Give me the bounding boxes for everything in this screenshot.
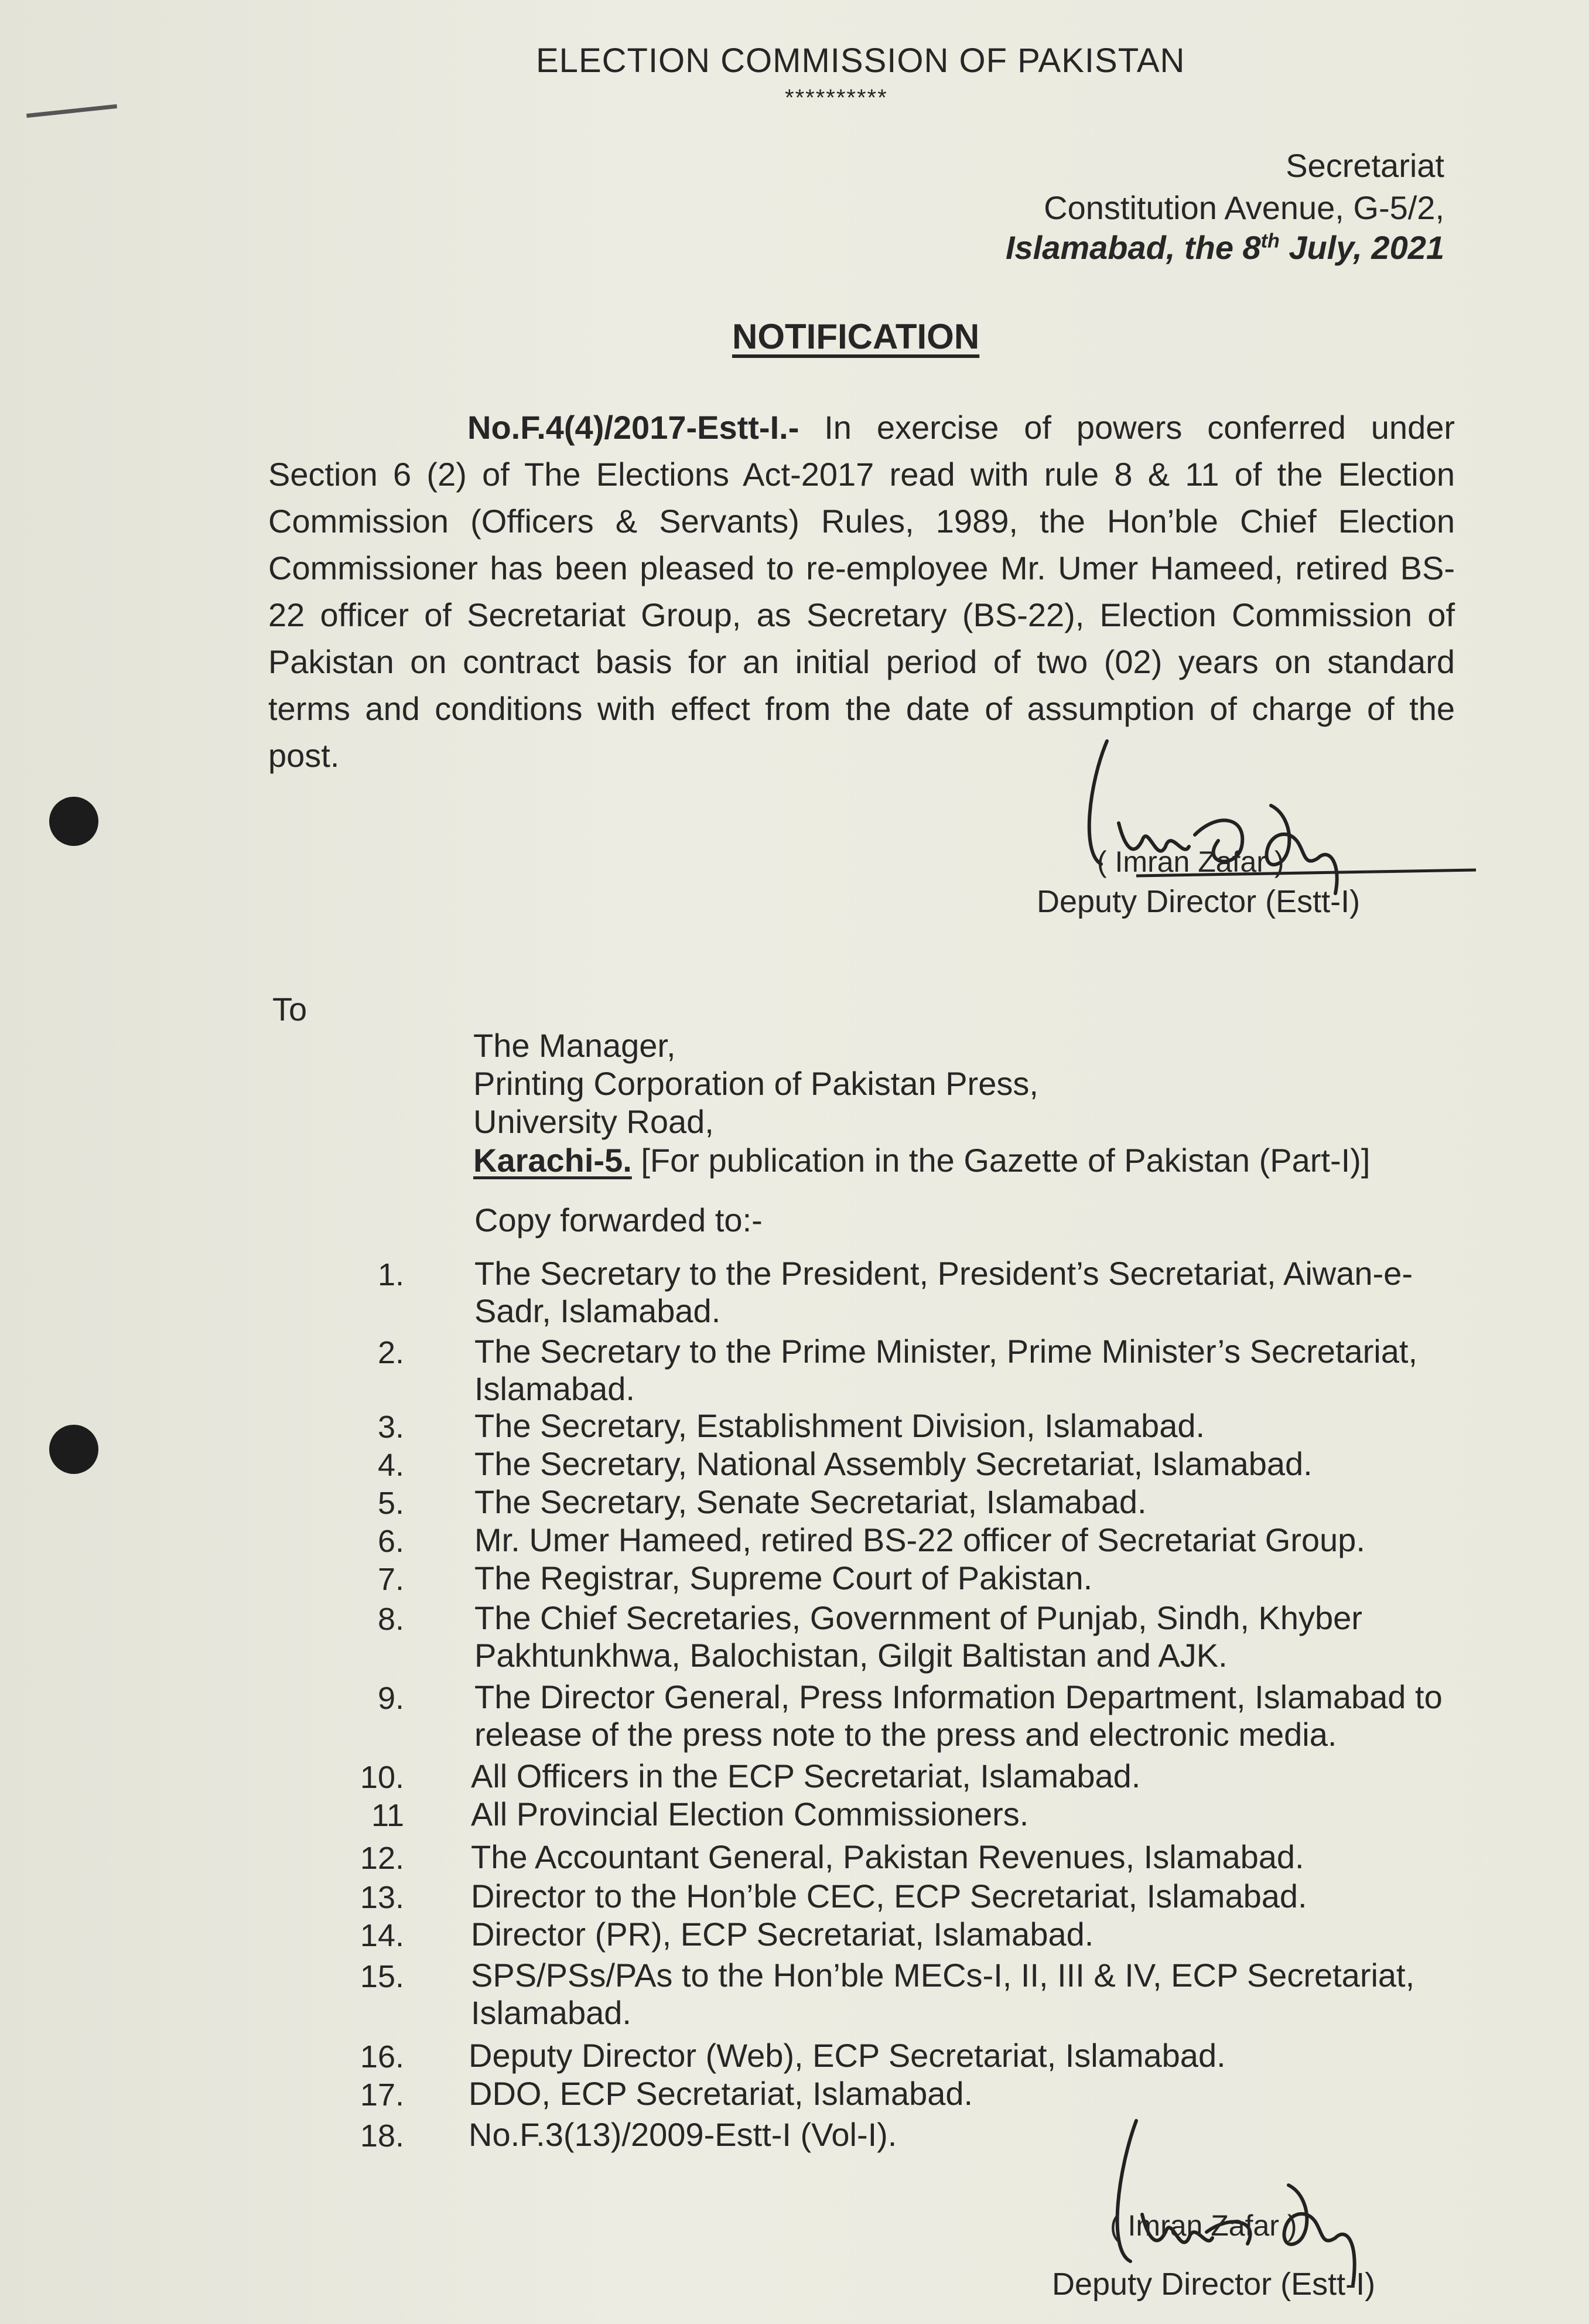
punch-hole-bottom xyxy=(49,1425,98,1474)
list-item-number: 8. xyxy=(377,1602,404,1637)
address-date xyxy=(1006,228,1444,267)
copy-forwarded-label: Copy forwarded to:- xyxy=(474,1202,763,1238)
list-item-number: 13. xyxy=(360,1880,404,1915)
list-item-number: 17. xyxy=(360,2077,404,2113)
notification-title: NOTIFICATION xyxy=(732,317,980,356)
addressee-line-1: The Manager, xyxy=(473,1027,676,1064)
list-item: SPS/PSs/PAs to the Hon’ble MECs-I, II, III & IV, ECP Secretariat, Islamabad. xyxy=(471,1957,1415,2031)
pen-mark xyxy=(26,104,117,118)
list-item-number: 16. xyxy=(360,2039,404,2074)
date-prefix: Islamabad, the 8 xyxy=(1005,229,1261,266)
addressee-line-3: University Road, xyxy=(473,1103,714,1140)
signature-1-name: ( Imran Zafar ) xyxy=(1097,845,1284,878)
list-item: No.F.3(13)/2009-Estt-I (Vol-I). xyxy=(469,2116,897,2153)
addressee-line-4 xyxy=(473,1141,1370,1179)
to-label: To xyxy=(272,991,307,1028)
address-line-2: Constitution Avenue, G-5/2, xyxy=(1044,189,1444,226)
list-item-number: 14. xyxy=(360,1918,404,1953)
header-stars: ********** xyxy=(785,85,888,111)
list-item: Director to the Hon’ble CEC, ECP Secretariat, Islamabad. xyxy=(471,1878,1307,1915)
signature-2-image xyxy=(1101,2115,1429,2291)
list-item: Deputy Director (Web), ECP Secretariat, Islamabad. xyxy=(469,2037,1226,2074)
signature-1-designation: Deputy Director (Estt-I) xyxy=(1037,884,1361,919)
list-item: Director (PR), ECP Secretariat, Islamabad. xyxy=(471,1916,1094,1953)
list-item-number: 18. xyxy=(360,2118,404,2154)
notification-body xyxy=(268,404,1455,779)
list-item-number: 5. xyxy=(377,1486,404,1521)
date-suffix: July, 2021 xyxy=(1279,229,1444,266)
list-item-number: 12. xyxy=(360,1841,404,1876)
list-item: All Provincial Election Commissioners. xyxy=(471,1796,1029,1832)
list-item: The Secretary, Senate Secretariat, Islamabad. xyxy=(474,1483,1147,1520)
address-line-1: Secretariat xyxy=(1286,147,1444,184)
list-item: The Chief Secretaries, Government of Punjab, Sindh, Khyber Pakhtunkhwa, Balochistan, Gilgit Baltistan and AJK. xyxy=(474,1599,1362,1674)
list-item: The Secretary, Establishment Division, Islamabad. xyxy=(474,1407,1205,1444)
addressee-note: [For publication in the Gazette of Pakistan (Part-I)] xyxy=(631,1142,1371,1179)
list-item-number: 6. xyxy=(377,1524,404,1559)
list-item: The Secretary, National Assembly Secretariat, Islamabad. xyxy=(474,1445,1313,1482)
list-item-number: 10. xyxy=(360,1760,404,1795)
list-item-number: 11 xyxy=(371,1798,404,1833)
addressee-city: Karachi-5. xyxy=(473,1142,632,1179)
date-superscript: th xyxy=(1260,230,1280,252)
list-item-number: 1. xyxy=(377,1257,404,1292)
list-item: The Accountant General, Pakistan Revenues, Islamabad. xyxy=(471,1838,1304,1875)
list-item-number: 4. xyxy=(377,1448,404,1483)
list-item: The Registrar, Supreme Court of Pakistan. xyxy=(474,1559,1093,1596)
list-item-number: 15. xyxy=(360,1959,404,1994)
punch-hole-top xyxy=(49,797,98,846)
notification-reference: No.F.4(4)/2017-Estt-I.- xyxy=(467,409,799,446)
signature-2-designation: Deputy Director (Estt-I) xyxy=(1052,2267,1376,2302)
list-item: DDO, ECP Secretariat, Islamabad. xyxy=(469,2075,973,2112)
addressee-line-2: Printing Corporation of Pakistan Press, xyxy=(473,1065,1038,1102)
list-item: The Director General, Press Information Department, Islamabad to release of the press note to the press and electronic media. xyxy=(474,1678,1443,1753)
signature-2-name: ( Imran Zafar ) xyxy=(1110,2209,1297,2242)
list-item-number: 2. xyxy=(377,1335,404,1370)
notification-text: In exercise of powers conferred under Section 6 (2) of The Elections Act-2017 read with rule 8 & 11 of the Election Commission (Officers & Servants) Rules, 1989, the Hon’ble Chief Election Commissioner has been pleased to re-employee Mr. Umer Hameed, retired BS-22 officer of Secretariat Group, as Secretary (BS-22), Election Commission of Pakistan on contract basis for an initial period of two (02) years on standard terms and conditions with effect from the date of assumption of charge of the post. xyxy=(268,409,1455,774)
list-item-number: 9. xyxy=(377,1681,404,1716)
list-item: All Officers in the ECP Secretariat, Islamabad. xyxy=(471,1757,1141,1794)
list-item-number: 7. xyxy=(377,1562,404,1597)
list-item-number: 3. xyxy=(377,1410,404,1445)
list-item: The Secretary to the President, President’s Secretariat, Aiwan-e-Sadr, Islamabad. xyxy=(474,1255,1413,1329)
organization-header: ELECTION COMMISSION OF PAKISTAN xyxy=(536,42,1185,80)
list-item: Mr. Umer Hameed, retired BS-22 officer of Secretariat Group. xyxy=(474,1521,1365,1558)
list-item: The Secretary to the Prime Minister, Prime Minister’s Secretariat, Islamabad. xyxy=(474,1333,1417,1407)
